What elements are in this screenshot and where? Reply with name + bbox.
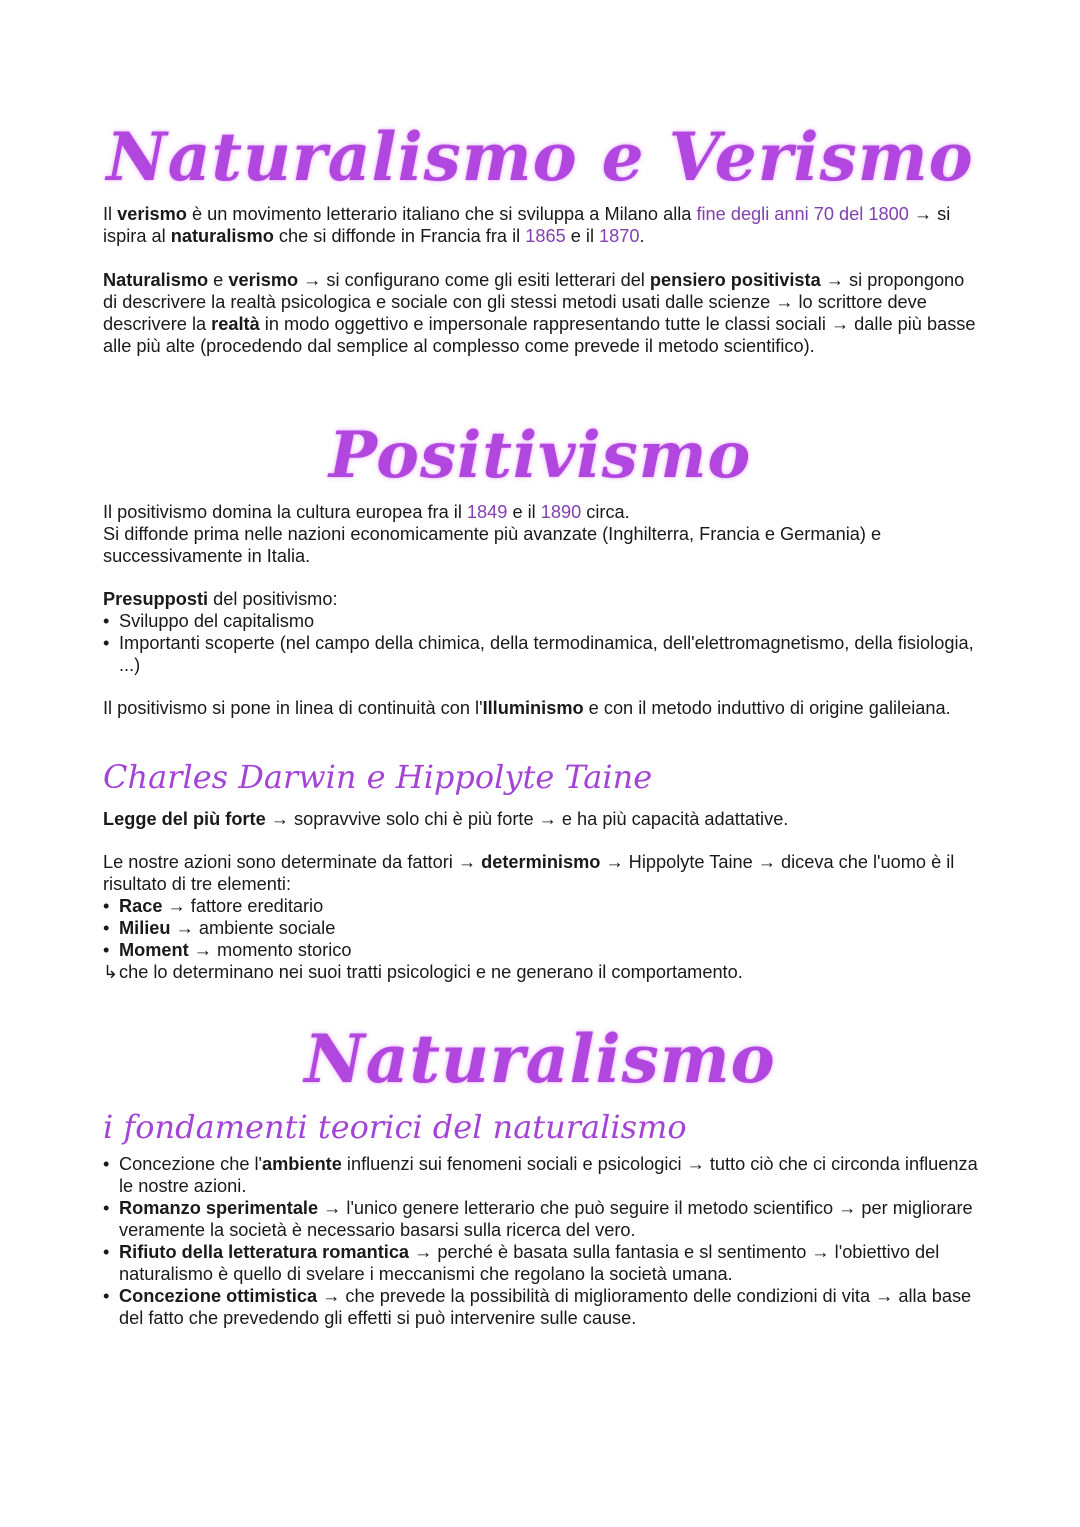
bold-term: verismo	[117, 204, 187, 224]
text: e il	[507, 502, 541, 522]
text: → sopravvive solo chi è più forte → e ha più capacità adattative.	[265, 809, 789, 829]
list-item: • Importanti scoperte (nel campo della chimica, della termodinamica, dell'elettromagnetismo, della fisiologia, ...)	[103, 632, 983, 676]
paragraph-positivismo-dates	[103, 501, 983, 567]
text: del positivismo:	[208, 589, 338, 609]
bold-term: realtà	[211, 314, 260, 334]
text: che si diffonde in Francia fra il	[273, 226, 526, 246]
text: in modo oggettivo e impersonale rappresentando tutte le classi sociali → dalle più basse alle più alte (procedendo dal semplice al complesso come prevede il metodo scientifico).	[103, 314, 976, 356]
text: e il	[565, 226, 600, 246]
naturalismo-title: Naturalismo	[304, 1020, 776, 1098]
return-arrow-icon: ↳	[103, 962, 119, 982]
bold-term: Concezione ottimistica	[119, 1286, 318, 1306]
text: e	[208, 270, 229, 290]
text: → si configurano come gli esiti letterari del	[298, 270, 650, 290]
highlight-date: 1849	[466, 502, 508, 522]
text: Il positivismo domina la cultura europea fra il	[103, 502, 467, 522]
list-item	[103, 939, 983, 961]
highlight-date: 1865	[525, 226, 566, 246]
text: → si propongono di descrivere la realtà psicologica e sociale con gli stessi metodi usati dalle scienze → lo scrittore deve descrivere la	[103, 270, 965, 334]
determinismo-intro	[103, 851, 983, 895]
bold-term: ambiente	[262, 1154, 342, 1174]
bold-term: Legge del più forte	[103, 809, 266, 829]
paragraph-naturalismo-verismo	[103, 269, 983, 357]
bold-term: Milieu	[119, 918, 171, 938]
list-item	[103, 917, 983, 939]
bold-term: Romanzo sperimentale	[119, 1198, 319, 1218]
paragraph-determinismo	[103, 851, 983, 983]
list-item	[103, 1241, 983, 1285]
text: .	[639, 226, 645, 246]
list-item	[103, 1285, 983, 1329]
taine-elements-list	[103, 895, 983, 961]
text: circa.	[581, 502, 630, 522]
paragraph-verismo-intro	[103, 203, 983, 247]
text: Si diffonde prima nelle nazioni economicamente più avanzate (Inghilterra, Francia e Germania) e successivamente in Italia.	[103, 524, 882, 566]
text: influenzi sui fenomeni sociali e psicologici → tutto ciò che ci circonda influenza le nostre azioni.	[119, 1154, 978, 1196]
bold-term: determinismo	[481, 852, 601, 872]
positivismo-title: Positivismo	[328, 418, 752, 493]
paragraph-presupposti	[103, 588, 983, 676]
list-item: • Sviluppo del capitalismo	[103, 610, 983, 632]
bold-term: Presupposti	[103, 589, 209, 609]
bold-term: Rifiuto della letteratura romantica	[119, 1242, 410, 1262]
text: è un movimento letterario italiano che si sviluppa a Milano alla	[186, 204, 697, 224]
bold-term: verismo	[228, 270, 299, 290]
text: → perché è basata sulla fantasia e sl sentimento → l'obiettivo del naturalismo è quello di svelare i meccanismi che regolano la società umana.	[119, 1242, 940, 1284]
text: → momento storico	[188, 940, 352, 960]
highlight-date: fine degli anni 70 del 1800	[696, 204, 909, 224]
text: Le nostre azioni sono determinate da fattori →	[103, 852, 482, 872]
text: → si ispira al	[103, 204, 951, 246]
paragraph-fondamenti	[103, 1153, 983, 1329]
text: e con il metodo induttivo di origine galileiana.	[583, 698, 951, 718]
fondamenti-list	[103, 1153, 983, 1329]
bold-term: Race	[119, 896, 163, 916]
text: → ambiente sociale	[170, 918, 336, 938]
text: → fattore ereditario	[162, 896, 324, 916]
bold-term: Naturalismo	[103, 270, 209, 290]
subtitle-darwin-taine: Charles Darwin e Hippolyte Taine	[103, 758, 653, 796]
text: → Hippolyte Taine → diceva che l'uomo è il risultato di tre elementi:	[103, 852, 955, 894]
highlight-date: 1870	[599, 226, 640, 246]
paragraph-legge-piu-forte	[103, 808, 983, 830]
highlight-date: 1890	[540, 502, 582, 522]
list-item	[103, 1153, 983, 1197]
text: Il positivismo si pone in linea di continuità con l'	[103, 698, 483, 718]
bold-term: Illuminismo	[482, 698, 584, 718]
list-item	[103, 1197, 983, 1241]
list-item	[103, 895, 983, 917]
subtitle-fondamenti: i fondamenti teorici del naturalismo	[103, 1108, 687, 1146]
text: che lo determinano nei suoi tratti psicologici e ne generano il comportamento.	[119, 962, 743, 982]
bold-term: pensiero positivista	[649, 270, 821, 290]
text: → l'unico genere letterario che può seguire il metodo scientifico → per migliorare veramente la società è necessario basarsi sulla ricerca del vero.	[119, 1198, 973, 1240]
determinismo-tail	[103, 961, 983, 983]
presupposti-heading	[103, 588, 983, 610]
bold-term: naturalismo	[170, 226, 274, 246]
text: Il	[103, 204, 118, 224]
text: Concezione che l'	[119, 1154, 262, 1174]
presupposti-list	[103, 610, 983, 676]
paragraph-illuminismo	[103, 697, 983, 719]
text: → che prevede la possibilità di miglioramento delle condizioni di vita → alla base del fatto che prevedendo gli effetti si può intervenire sulle cause.	[119, 1286, 972, 1328]
bold-term: Moment	[119, 940, 189, 960]
main-title: Naturalismo e Verismo	[106, 118, 974, 196]
